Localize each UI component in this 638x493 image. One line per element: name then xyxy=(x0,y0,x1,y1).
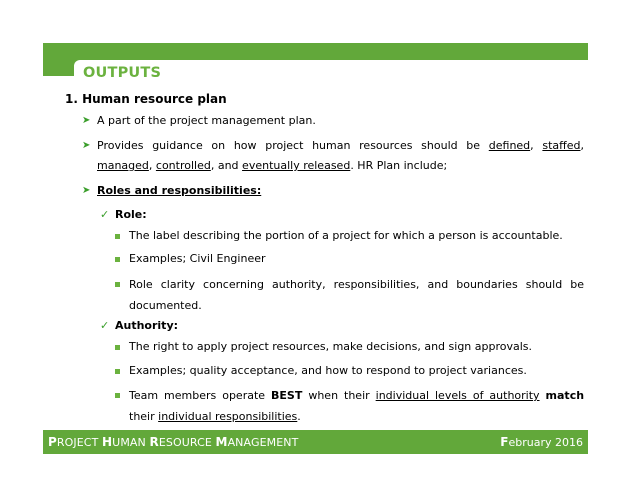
arrow-bullet-icon: ➤ xyxy=(82,140,91,151)
slide-title: OUTPUTS xyxy=(83,65,162,81)
bullet-project-plan: A part of the project management plan. xyxy=(97,114,316,127)
arrow-bullet-icon: ➤ xyxy=(82,115,91,126)
role-item: Examples; Civil Engineer xyxy=(129,252,266,265)
square-bullet-icon xyxy=(115,345,120,350)
bullet-roles: Roles and responsibilities: xyxy=(97,184,262,197)
arrow-bullet-icon: ➤ xyxy=(82,185,91,196)
authority-item: Examples; quality acceptance, and how to respond to project variances. xyxy=(129,364,527,377)
role-item: The label describing the portion of a project for which a person is accountable. xyxy=(129,229,563,242)
authority-item: Team members operate BEST when their individual levels of authority match their individual responsibilities. xyxy=(129,389,585,423)
authority-item: The right to apply project resources, make decisions, and sign approvals. xyxy=(129,340,533,353)
check-icon: ✓ xyxy=(100,208,110,221)
role-label: Role: xyxy=(115,208,147,221)
square-bullet-icon xyxy=(115,393,120,398)
square-bullet-icon xyxy=(115,234,120,239)
footer-course-title: PROJECT HUMAN RESOURCE MANAGEMENT xyxy=(48,435,299,449)
check-icon: ✓ xyxy=(100,319,110,332)
bullet-guidance: Provides guidance on how project human resources should be defined, staffed, managed, controlled, and eventually released. HR Plan include; xyxy=(97,139,584,172)
authority-label: Authority: xyxy=(115,319,179,332)
square-bullet-icon xyxy=(115,369,120,374)
square-bullet-icon xyxy=(115,282,120,287)
section-heading: 1. Human resource plan xyxy=(65,92,227,106)
square-bullet-icon xyxy=(115,257,120,262)
footer-date: February 2016 xyxy=(500,435,583,449)
role-item: Role clarity concerning authority, responsibilities, and boundaries should be documented. xyxy=(129,278,584,312)
